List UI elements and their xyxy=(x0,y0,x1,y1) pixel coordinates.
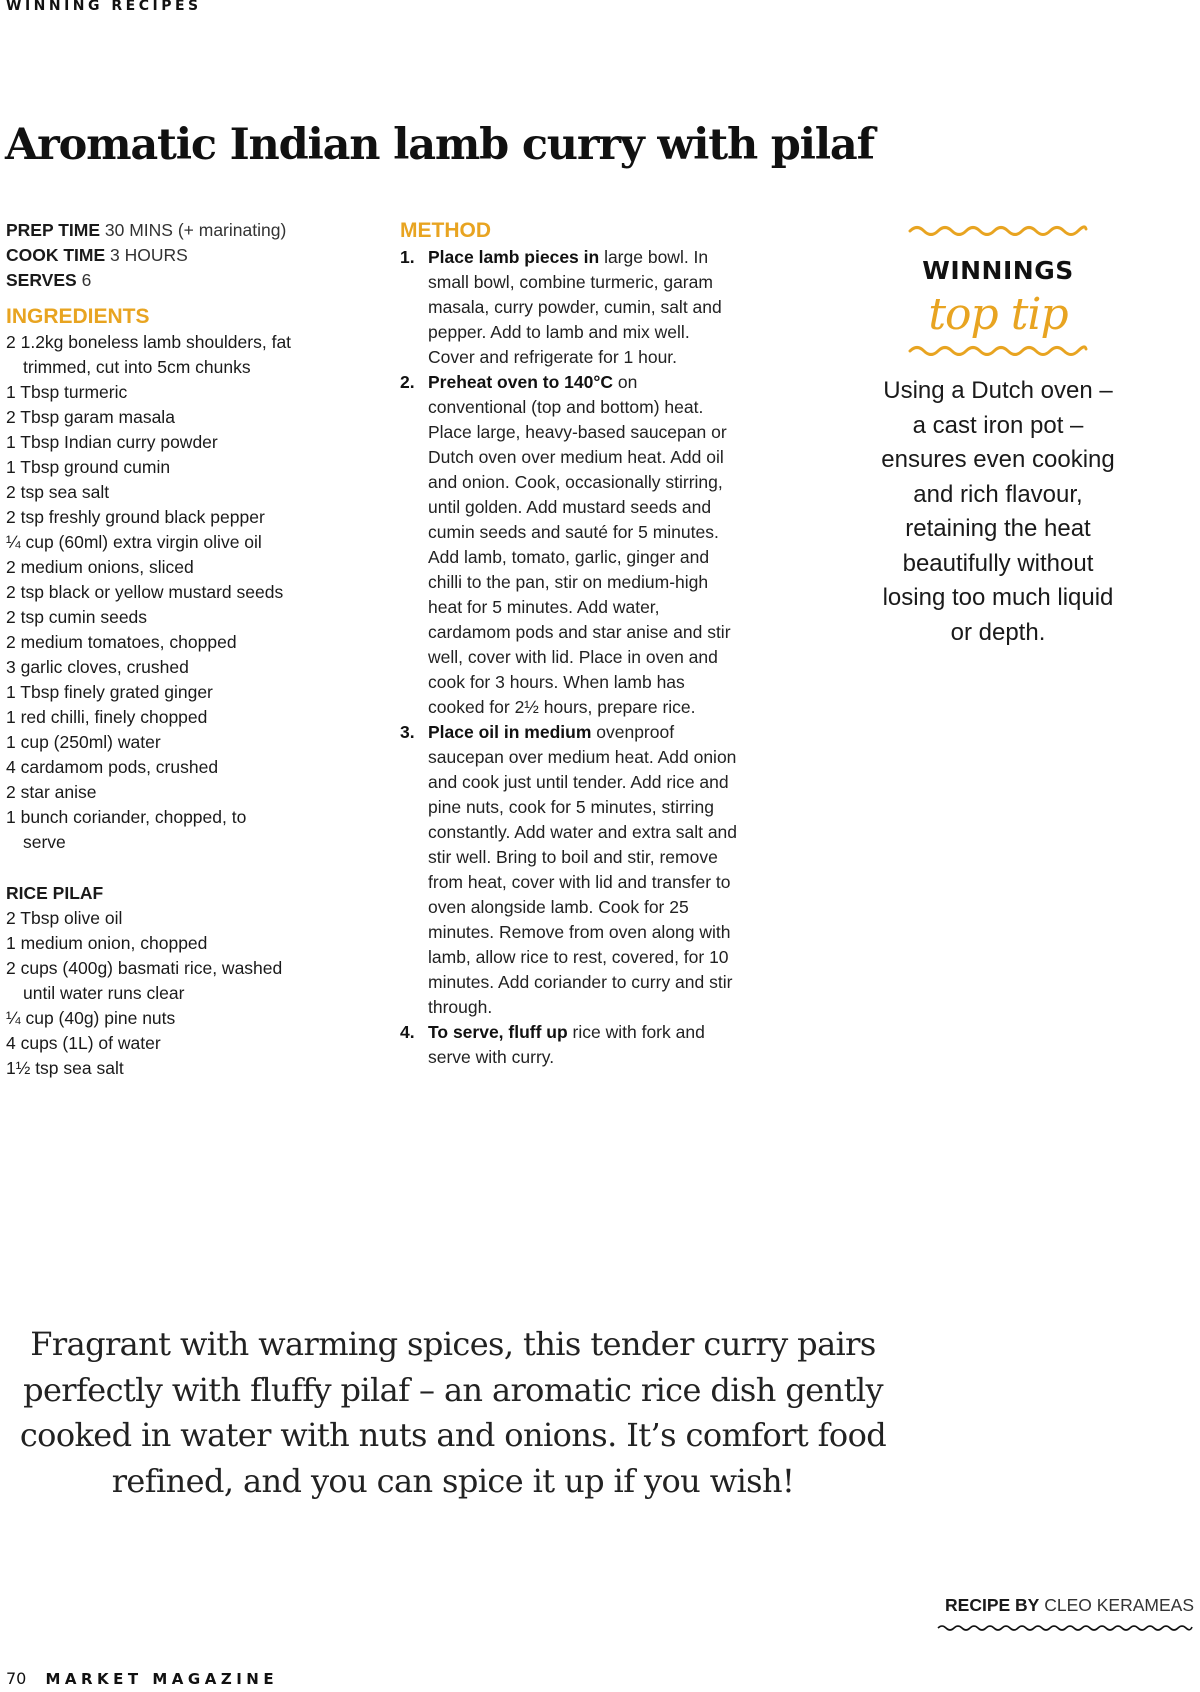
credit-label: RECIPE BY xyxy=(945,1595,1040,1615)
ingredient-item: 1 bunch coriander, chopped, to serve xyxy=(6,807,247,852)
pilaf-item: 1½ tsp sea salt xyxy=(6,1058,124,1078)
pilaf-list xyxy=(6,906,386,1081)
pilaf-item: 1 medium onion, chopped xyxy=(6,933,208,953)
ingredient-item: 1 red chilli, finely chopped xyxy=(6,707,208,727)
page-footer xyxy=(6,1669,278,1688)
intro-quote: Fragrant with warming spices, this tender curry pairs perfectly with fluffy pilaf – an aromatic rice dish gently cooked in water with nuts and onions. It’s comfort food refined, and you can spice it up if you wish! xyxy=(19,1325,887,1500)
top-tip-box xyxy=(878,222,1118,650)
prep-time-label: PREP TIME xyxy=(6,220,101,240)
ingredients-list xyxy=(6,330,386,855)
ingredients-heading: INGREDIENTS xyxy=(6,305,150,328)
credit-name: CLEO KERAMEAS xyxy=(1044,1595,1194,1615)
serves-label: SERVES xyxy=(6,270,77,290)
serves xyxy=(6,268,386,293)
ingredient-item: ¼ cup (60ml) extra virgin olive oil xyxy=(6,532,262,552)
step-number: 2. xyxy=(400,372,415,392)
ingredient-item: 2 medium onions, sliced xyxy=(6,557,194,577)
pilaf-item: ¼ cup (40g) pine nuts xyxy=(6,1008,176,1028)
ingredient-item: 2 tsp black or yellow mustard seeds xyxy=(6,582,284,602)
step-lead: Place oil in medium xyxy=(428,722,592,742)
pilaf-item: 2 Tbsp olive oil xyxy=(6,908,123,928)
pilaf-item: 4 cups (1L) of water xyxy=(6,1033,161,1053)
pilaf-item: 2 cups (400g) basmati rice, washed until water runs clear xyxy=(6,958,283,1003)
recipe-details-column xyxy=(6,218,386,1081)
step-number: 3. xyxy=(400,722,415,742)
top-squiggle-icon xyxy=(908,222,1088,236)
recipe-credit xyxy=(945,1595,1194,1616)
method-step xyxy=(400,370,740,720)
ingredient-item: 2 tsp freshly ground black pepper xyxy=(6,507,265,527)
method-step xyxy=(400,245,740,370)
cook-time xyxy=(6,243,386,268)
method-column xyxy=(400,218,740,1070)
recipe-title: Aromatic Indian lamb curry with pilaf xyxy=(5,120,874,170)
step-lead: Preheat oven to 140°C xyxy=(428,372,613,392)
section-tag: WINNING RECIPES xyxy=(6,0,202,14)
ingredient-item: 4 cardamom pods, crushed xyxy=(6,757,219,777)
ingredient-item: 1 cup (250ml) water xyxy=(6,732,161,752)
bottom-squiggle-icon xyxy=(908,342,1088,356)
step-text: rice with fork and serve with curry. xyxy=(428,1022,705,1067)
ingredient-item: 1 Tbsp turmeric xyxy=(6,382,128,402)
step-number: 4. xyxy=(400,1022,415,1042)
step-number: 1. xyxy=(400,247,415,267)
page-number: 70 xyxy=(6,1669,27,1688)
ingredient-item: 2 medium tomatoes, chopped xyxy=(6,632,237,652)
method-step xyxy=(400,720,740,1020)
ingredient-item: 1 Tbsp ground cumin xyxy=(6,457,171,477)
serves-value: 6 xyxy=(81,270,92,290)
ingredient-item: 2 tsp sea salt xyxy=(6,482,110,502)
step-lead: To serve, fluff up xyxy=(428,1022,568,1042)
tip-text: Using a Dutch oven – a cast iron pot – ensures even cooking and rich flavour, retaining the heat beautifully without losing too much liquid or depth. xyxy=(881,377,1115,646)
step-text: ovenproof saucepan over medium heat. Add onion and cook just until tender. Add rice and pine nuts, cook for 5 minutes, stirring constantly. Add water and extra salt and stir well. Bring to boil and stir, remove from heat, cover with lid and transfer to oven alongside lamb. Cook for 25 minutes. Remove from oven along with lamb, allow rice to rest, covered, for 10 minutes. Add coriander to curry and stir through. xyxy=(428,722,738,1017)
ingredient-item: 1 Tbsp Indian curry powder xyxy=(6,432,218,452)
ingredient-item: 2 star anise xyxy=(6,782,97,802)
ingredient-item: 2 1.2kg boneless lamb shoulders, fat trimmed, cut into 5cm chunks xyxy=(6,332,292,377)
step-text: on conventional (top and bottom) heat. Place large, heavy-based saucepan or Dutch oven over medium heat. Add oil and onion. Cook, occasionally stirring, until golden. Add mustard seeds and cumin seeds and sauté for 5 minutes. Add lamb, tomato, garlic, ginger and chilli to the pan, stir on medium-high heat for 5 minutes. Add water, cardamom pods and star anise and stir well, cover with lid. Place in oven and cook for 3 hours. When lamb has cooked for 2½ hours, prepare rice. xyxy=(428,372,731,717)
prep-time-value: 30 MINS (+ marinating) xyxy=(104,220,287,240)
method-heading: METHOD xyxy=(400,219,491,242)
credit-squiggle-icon xyxy=(936,1622,1194,1632)
prep-time xyxy=(6,218,386,243)
step-text: large bowl. In small bowl, combine turmeric, garam masala, curry powder, cumin, salt and pepper. Add to lamb and mix well. Cover and refrigerate for 1 hour. xyxy=(428,247,722,367)
tip-brand: WINNINGS xyxy=(922,256,1074,285)
step-lead: Place lamb pieces in xyxy=(428,247,600,267)
pilaf-heading: RICE PILAF xyxy=(6,883,104,903)
cook-time-label: COOK TIME xyxy=(6,245,106,265)
ingredient-item: 3 garlic cloves, crushed xyxy=(6,657,189,677)
method-step xyxy=(400,1020,740,1070)
ingredient-item: 2 Tbsp garam masala xyxy=(6,407,175,427)
ingredient-item: 2 tsp cumin seeds xyxy=(6,607,148,627)
cook-time-value: 3 HOURS xyxy=(110,245,188,265)
magazine-name: MARKET MAGAZINE xyxy=(45,1670,279,1688)
tip-script-heading: top tip xyxy=(928,289,1068,340)
method-steps xyxy=(400,245,740,1070)
ingredient-item: 1 Tbsp finely grated ginger xyxy=(6,682,213,702)
